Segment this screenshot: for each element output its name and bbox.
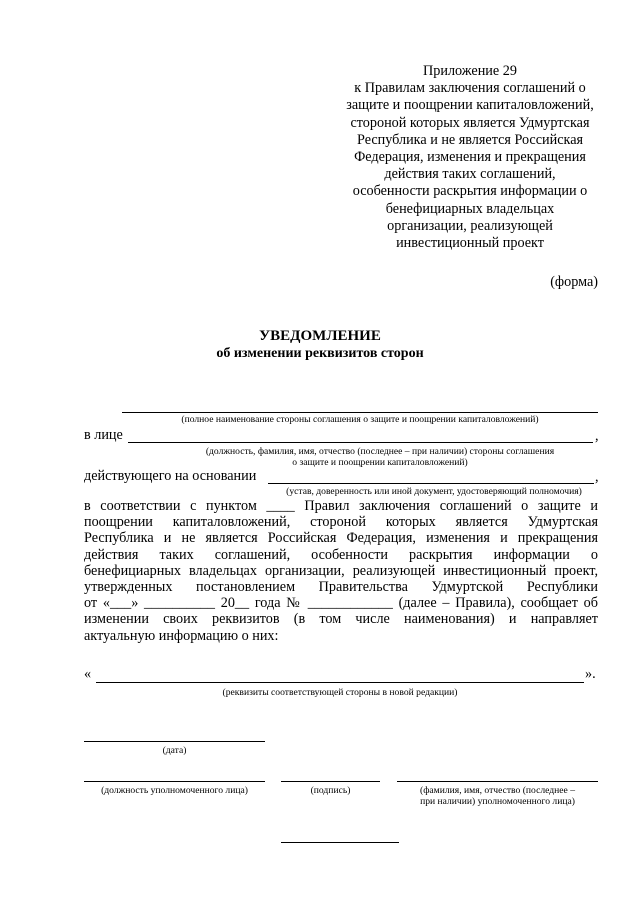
appendix-line: стороной которых является Удмуртская	[350, 114, 590, 131]
appendix-line: инвестиционный проект	[396, 235, 544, 252]
full-name-caption-1: (фамилия, имя, отчество (последнее –	[420, 785, 575, 796]
title-main: УВЕДОМЛЕНИЕ	[259, 328, 381, 344]
appendix-line: организации, реализующей	[387, 217, 553, 234]
requisites-close-quote: ».	[585, 666, 596, 682]
requisites-field[interactable]	[96, 682, 584, 683]
basis-comma: ,	[595, 469, 599, 485]
body-line: действия таких соглашений, особенности раскрытия информации о	[84, 546, 598, 563]
requisites-open-quote: «	[84, 666, 92, 682]
basis-caption: (устав, доверенность или иной документ, удостоверяющий полномочия)	[286, 486, 582, 497]
signature-caption: (подпись)	[310, 785, 351, 796]
full-name-caption-2: при наличии) уполномоченного лица)	[420, 796, 575, 807]
body-line: поощрении капиталовложений, стороной которых является Удмуртская	[84, 514, 598, 531]
body-line: от «___» __________ 20__ года № ____________ (далее – Правила), сообщает об	[84, 595, 598, 612]
basis-field[interactable]	[268, 483, 594, 484]
body-line: бенефициарных владельцах организации, реализующей инвестиционный проект,	[84, 562, 598, 579]
represented-comma: ,	[595, 428, 599, 444]
party-name-field[interactable]	[122, 412, 598, 413]
basis-label: действующего на основании	[84, 468, 257, 484]
body-line: изменении своих реквизитов (в том числе наименования) и направляет	[84, 611, 598, 628]
represented-caption-2: о защите и поощрении капиталовложений)	[292, 457, 468, 468]
position-field[interactable]	[84, 781, 265, 782]
appendix-header	[320, 63, 620, 252]
date-caption: (дата)	[162, 745, 187, 756]
date-field[interactable]	[84, 741, 265, 742]
body-line: актуальную информацию о них:	[84, 627, 279, 644]
represented-by-field[interactable]	[128, 442, 593, 443]
closing-separator	[281, 842, 399, 843]
position-caption: (должность уполномоченного лица)	[101, 785, 248, 796]
appendix-line: особенности раскрытия информации о	[352, 183, 588, 200]
appendix-line: к Правилам заключения соглашений о	[354, 80, 586, 97]
appendix-line: действия таких соглашений,	[384, 166, 556, 183]
form-label: (форма)	[550, 274, 598, 290]
signature-field[interactable]	[281, 781, 380, 782]
document-title	[0, 328, 640, 362]
appendix-line: бенефициарных владельцах	[385, 200, 555, 217]
title-sub: об изменении реквизитов сторон	[216, 346, 424, 361]
appendix-line: защите и поощрении капиталовложений,	[346, 97, 594, 114]
represented-caption-1: (должность, фамилия, имя, отчество (последнее – при наличии) стороны соглашения	[205, 446, 555, 457]
body-line: утвержденных постановлением Правительства Удмуртской Республики	[84, 579, 598, 596]
appendix-line: Приложение 29	[423, 63, 517, 79]
body-line: в соответствии с пунктом ____ Правил заключения соглашений о защите и	[84, 498, 598, 514]
party-name-caption: (полное наименование стороны соглашения о защите и поощрении капиталовложений)	[181, 414, 539, 425]
requisites-caption: (реквизиты соответствующей стороны в новой редакции)	[222, 687, 458, 698]
body-paragraph	[84, 498, 598, 644]
full-name-field[interactable]	[397, 781, 598, 782]
appendix-line: Республика и не является Российская	[356, 131, 584, 148]
appendix-line: Федерация, изменения и прекращения	[354, 149, 586, 166]
body-line: Республика и не является Российская Федерация, изменения и прекращения	[84, 530, 598, 547]
represented-label: в лице	[84, 427, 123, 443]
